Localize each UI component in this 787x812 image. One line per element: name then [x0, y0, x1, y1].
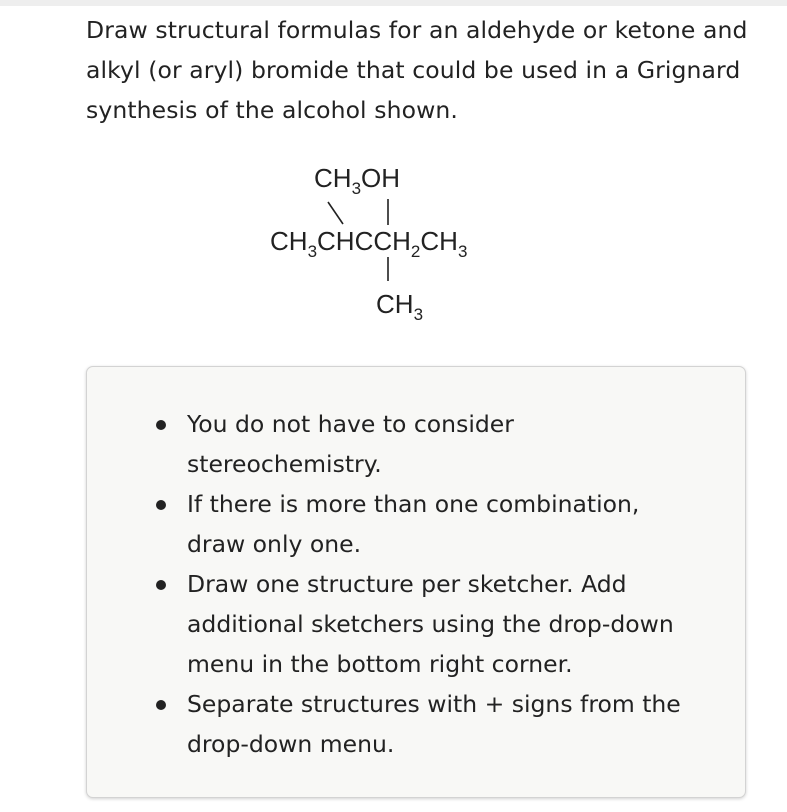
list-item-text: You do not have to consider stereochemistry. — [187, 410, 514, 478]
structure-svg — [262, 150, 532, 330]
list-item — [187, 484, 687, 564]
instructions-box — [86, 366, 746, 798]
structure-main-chain: $CH_3CHCCH_2CH_3$ — [270, 226, 468, 261]
list-item-text: Separate structures with + signs from the drop-down menu. — [187, 690, 681, 758]
bullet-icon — [156, 420, 166, 430]
list-item-text: If there is more than one combination, draw only one. — [187, 490, 640, 558]
list-item — [187, 684, 687, 764]
structure-top-label: $CH_3OH$ — [314, 163, 401, 198]
list-item — [187, 564, 687, 684]
list-item — [187, 404, 687, 484]
question-text: Draw structural formulas for an aldehyde or ketone and alkyl (or aryl) bromide that could be used in a Grignard synthesis of the alcohol shown. — [86, 16, 748, 124]
bond-methyl-to-ch — [328, 202, 343, 224]
top-divider-strip — [0, 0, 787, 6]
bullet-icon — [156, 580, 166, 590]
instructions-list — [87, 404, 687, 764]
bullet-icon — [156, 700, 166, 710]
bullet-icon — [156, 500, 166, 510]
structure-bottom-label: $CH_3$ — [376, 289, 424, 324]
list-item-text: Draw one structure per sketcher. Add additional sketchers using the drop-down menu in the bottom right corner. — [187, 570, 674, 678]
alcohol-structure-diagram — [262, 150, 532, 330]
